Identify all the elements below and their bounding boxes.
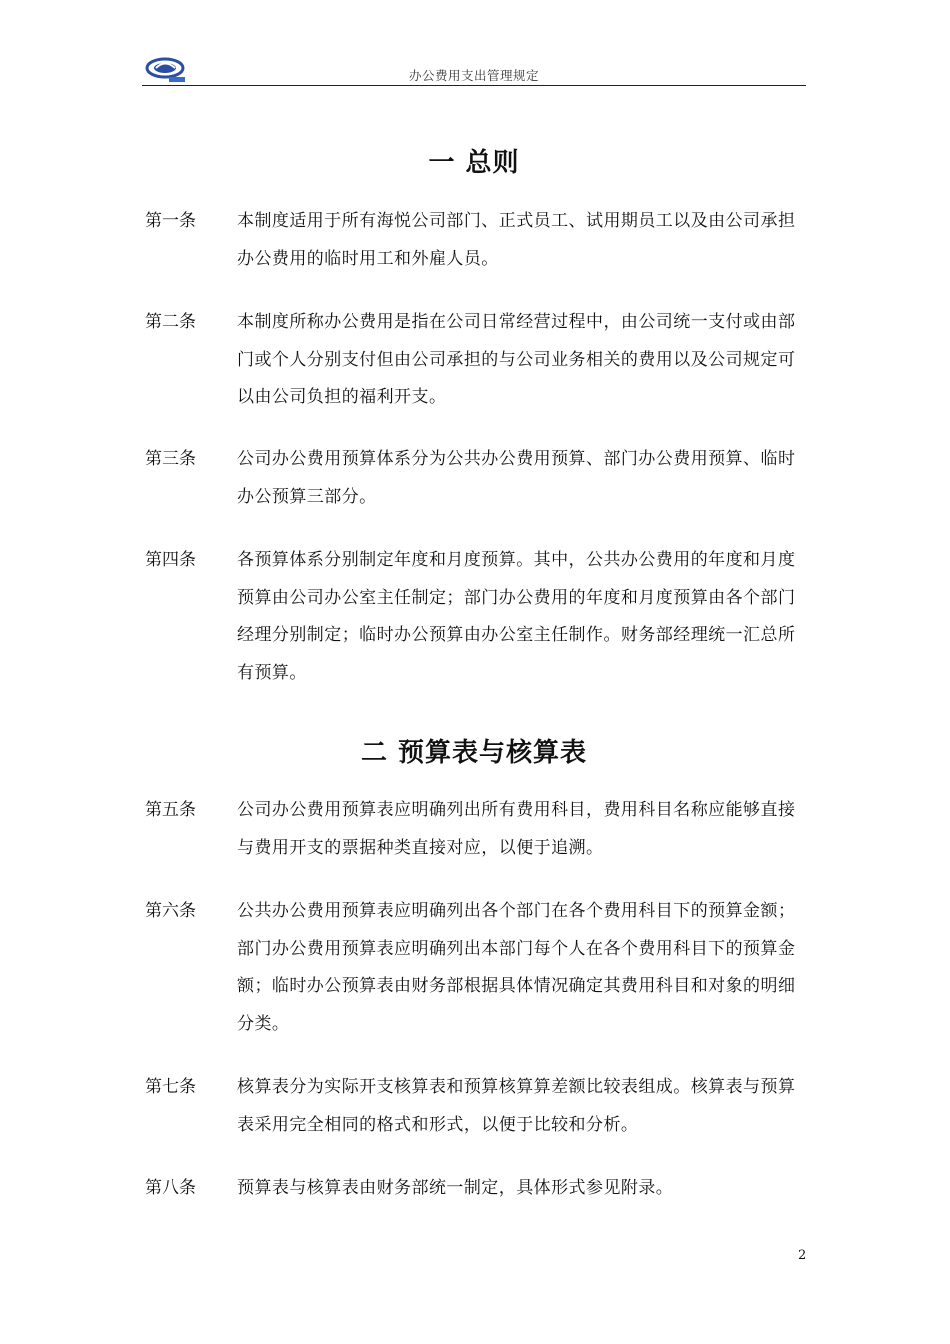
page-header [142,55,806,86]
article-8 [145,1170,809,1208]
article-1 [145,203,809,278]
article-label: 第二条 [145,312,196,332]
section-title-budget-tables: 二 预算表与核算表 [360,738,588,768]
article-text: 公司办公费用预算体系分为公共办公费用预算、部门办公费用预算、临时办公预算三部分。 [237,449,796,507]
article-4 [145,542,809,692]
page-number: 2 [798,1248,807,1263]
article-label: 第五条 [145,800,196,820]
article-3 [145,441,809,516]
article-text: 本制度所称办公费用是指在公司日常经营过程中，由公司统一支付或由部门或个人分别支付但由公司承担的与公司业务相关的费用以及公司规定可以由公司负担的福利开支。 [237,312,796,407]
article-text: 本制度适用于所有海悦公司部门、正式员工、试用期员工以及由公司承担办公费用的临时用工和外雇人员。 [237,211,796,269]
section-title-general: 一 总则 [428,148,520,178]
article-text: 各预算体系分别制定年度和月度预算。其中，公共办公费用的年度和月度预算由公司办公室主任制定；部门办公费用的年度和月度预算由各个部门经理分别制定；临时办公预算由办公室主任制作。财务部经理统一汇总所有预算。 [237,550,796,683]
article-label: 第一条 [145,211,196,231]
article-2 [145,304,809,417]
article-6 [145,893,809,1043]
article-label: 第四条 [145,550,196,570]
article-label: 第七条 [145,1077,196,1097]
article-label: 第六条 [145,901,196,921]
article-text: 核算表分为实际开支核算表和预算核算算差额比较表组成。核算表与预算表采用完全相同的格式和形式，以便于比较和分析。 [237,1077,796,1135]
article-label: 第八条 [145,1178,196,1198]
article-7 [145,1069,809,1144]
article-label: 第三条 [145,449,196,469]
article-5 [145,792,809,867]
article-text: 预算表与核算表由财务部统一制定，具体形式参见附录。 [237,1178,674,1198]
article-text: 公司办公费用预算表应明确列出所有费用科目，费用科目名称应能够直接与费用开支的票据种类直接对应，以便于追溯。 [237,800,796,858]
header-title: 办公费用支出管理规定 [408,68,539,83]
article-text: 公共办公费用预算表应明确列出各个部门在各个费用科目下的预算金额；部门办公费用预算表应明确列出本部门每个人在各个费用科目下的预算金额；临时办公预算表由财务部根据具体情况确定其费用科目和对象的明细分类。 [237,901,796,1034]
